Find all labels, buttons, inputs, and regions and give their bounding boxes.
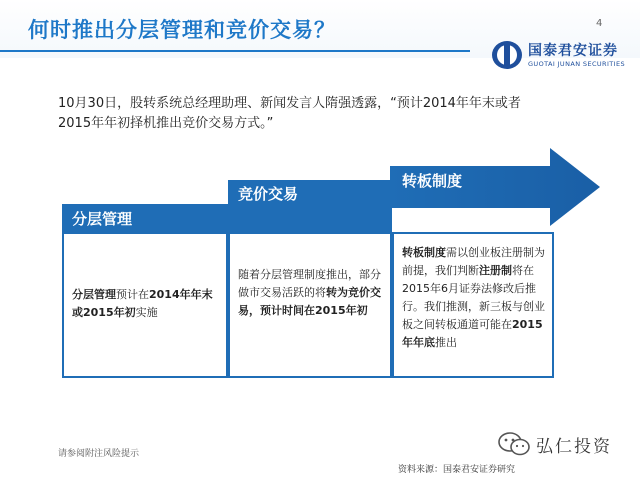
step3-text-6: 推出 bbox=[435, 336, 457, 349]
step-text-board-transfer bbox=[402, 244, 546, 352]
step-text-tiered-management bbox=[72, 286, 220, 322]
title-divider bbox=[0, 50, 470, 52]
step-header-auction-trading: 竞价交易 bbox=[228, 180, 392, 232]
watermark-text: 弘仁投资 bbox=[536, 437, 612, 457]
company-logo bbox=[488, 40, 638, 72]
step2-bold-2: 转为竞价交易，预计时间在2015年初 bbox=[238, 286, 381, 317]
step3-text-2: 需以创业板注册制为前提，我们判断 bbox=[402, 246, 545, 277]
step-box-tiered-management bbox=[62, 232, 228, 378]
page-number: 4 bbox=[596, 18, 603, 29]
step3-bold-5: 2015年年底 bbox=[402, 318, 543, 349]
step1-text-2: 预计在 bbox=[116, 288, 149, 301]
data-source: 资料来源：国泰君安证券研究 bbox=[398, 465, 516, 475]
page-title: 何时推出分层管理和竞价交易？ bbox=[28, 18, 336, 42]
wechat-watermark bbox=[492, 428, 632, 458]
step-box-board-transfer bbox=[392, 232, 554, 378]
step-box-auction-trading bbox=[228, 232, 392, 378]
step3-bold-1: 转板制度 bbox=[402, 246, 446, 259]
step2-text-1: 随着分层管理制度推出，部分做市交易活跃的将 bbox=[238, 268, 381, 299]
step1-bold-3: 2014年年末或2015年初 bbox=[72, 288, 213, 319]
logo-name-en: GUOTAI JUNAN SECURITIES bbox=[528, 60, 626, 68]
step-header-board-transfer: 转板制度 bbox=[402, 172, 463, 190]
step3-bold-3: 注册制 bbox=[479, 264, 512, 277]
step1-text-4: 实施 bbox=[135, 306, 158, 319]
company-logo-icon bbox=[490, 40, 524, 70]
intro-paragraph: 10月30日，股转系统总经理助理、新闻发言人隋强透露，“预计2014年年末或者2015年年初择机推出竞价交易方式。” bbox=[58, 96, 521, 131]
wechat-icon bbox=[496, 430, 532, 458]
step1-bold-1: 分层管理 bbox=[72, 288, 116, 301]
step-header-tiered-management: 分层管理 bbox=[62, 204, 228, 232]
risk-disclaimer: 请参阅附注风险提示 bbox=[58, 449, 140, 459]
logo-name-cn: 国泰君安证券 bbox=[528, 43, 618, 59]
step3-text-4: 将在2015年6月证券法修改后推行。我们推测，新三板与创业板之间转板通道可能在 bbox=[402, 264, 545, 331]
step-text-auction-trading bbox=[238, 266, 384, 320]
